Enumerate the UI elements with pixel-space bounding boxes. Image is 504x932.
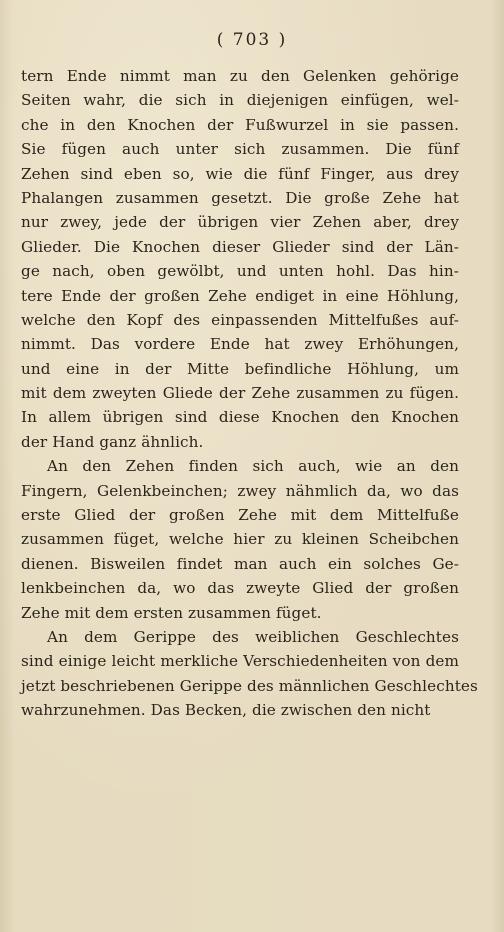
paragraph bbox=[21, 454, 459, 625]
text-line: jetzt beschriebenen Gerippe des männlichen Geschlechtes bbox=[21, 676, 478, 695]
text-line: und eine in der Mitte befindliche Höhlung, um bbox=[21, 359, 459, 378]
text-line: sind einige leicht merkliche Verschiedenheiten von dem bbox=[21, 652, 459, 671]
text-line: Phalangen zusammen gesetzt. Die große Zehe hat bbox=[21, 188, 459, 207]
text-line: che in den Knochen der Fußwurzel in sie passen. bbox=[21, 115, 459, 134]
paragraph bbox=[21, 64, 459, 454]
text-line: Fingern, Gelenkbeinchen; zwey nähmlich da, wo das bbox=[21, 481, 459, 500]
body-text bbox=[21, 64, 478, 723]
text-line: lenkbeinchen da, wo das zweyte Glied der großen bbox=[21, 579, 459, 598]
text-line: An dem Gerippe des weiblichen Geschlechtes bbox=[47, 627, 459, 646]
text-line: ge nach, oben gewölbt, und unten hohl. Das hin- bbox=[21, 262, 459, 281]
text-line: tere Ende der großen Zehe endiget in eine Höhlung, bbox=[21, 286, 459, 305]
paragraph bbox=[21, 625, 478, 723]
page-number: ( 703 ) bbox=[216, 30, 288, 50]
text-line: Seiten wahr, die sich in diejenigen einfügen, wel- bbox=[21, 91, 459, 110]
text-line: wahrzunehmen. Das Becken, die zwischen den nicht bbox=[21, 701, 431, 720]
text-line: dienen. Bisweilen findet man auch ein solches Ge- bbox=[21, 554, 459, 573]
text-line: Sie fügen auch unter sich zusammen. Die fünf bbox=[21, 140, 459, 159]
text-line: Glieder. Die Knochen dieser Glieder sind der Län- bbox=[21, 237, 459, 256]
text-line: nur zwey, jede der übrigen vier Zehen aber, drey bbox=[21, 213, 459, 232]
text-line: zusammen füget, welche hier zu kleinen Scheibchen bbox=[21, 530, 459, 549]
text-line: mit dem zweyten Gliede der Zehe zusammen zu fügen. bbox=[21, 384, 459, 403]
text-line: In allem übrigen sind diese Knochen den Knochen bbox=[21, 408, 459, 427]
text-line: Zehen sind eben so, wie die fünf Finger, aus drey bbox=[21, 164, 459, 183]
text-line: tern Ende nimmt man zu den Gelenken gehörige bbox=[21, 67, 459, 85]
text-line: Zehe mit dem ersten zusammen füget. bbox=[21, 603, 322, 622]
text-line: der Hand ganz ähnlich. bbox=[21, 432, 204, 451]
text-line: An den Zehen finden sich auch, wie an den bbox=[47, 457, 459, 476]
text-line: nimmt. Das vordere Ende hat zwey Erhöhungen, bbox=[21, 335, 459, 354]
text-line: erste Glied der großen Zehe mit dem Mittelfuße bbox=[21, 506, 459, 525]
text-line: welche den Kopf des einpassenden Mittelfußes auf- bbox=[21, 310, 459, 329]
